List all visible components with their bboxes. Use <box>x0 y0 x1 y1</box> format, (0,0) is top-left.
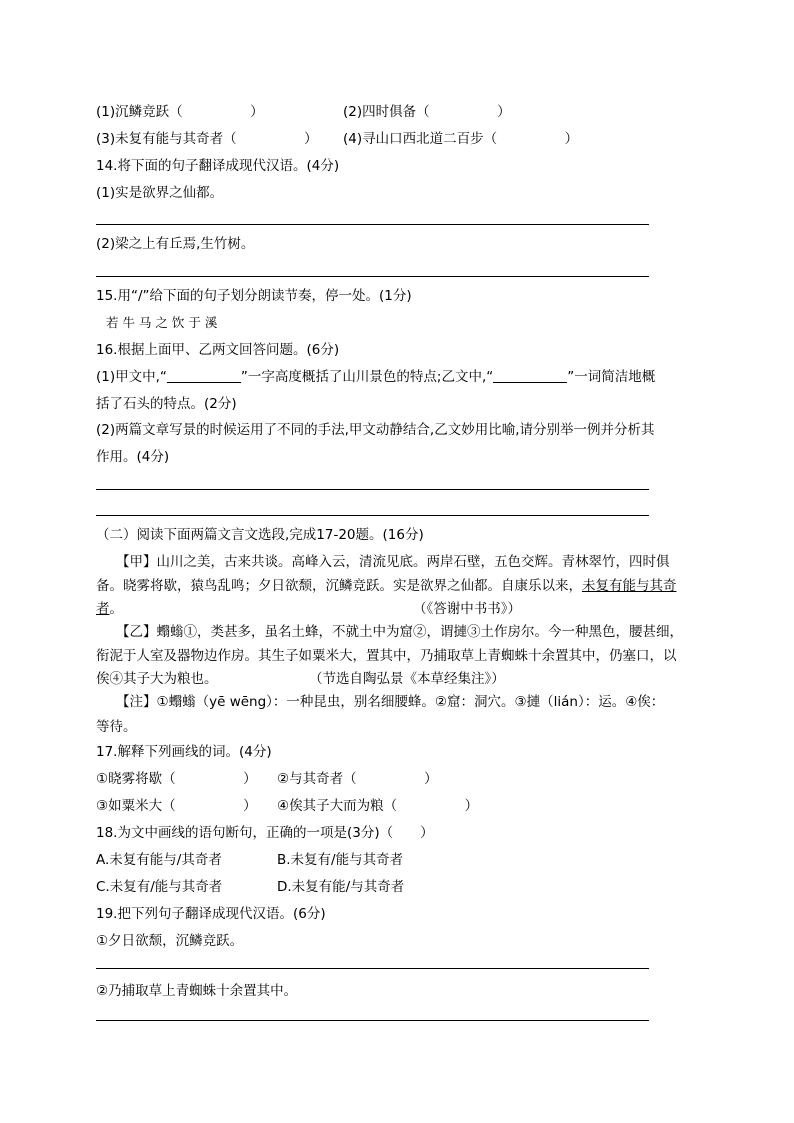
q13-item-3: (3)未复有能与其奇者（ ） <box>96 131 318 147</box>
q18-option-c[interactable]: C.未复有/能与其奇者 <box>96 879 223 895</box>
q14-sentence-1: (1)实是欲界之仙都。 <box>96 185 224 201</box>
section2-title: （二）阅读下面两篇文言文选段,完成17-20题。(16分) <box>96 527 424 543</box>
answer-line <box>96 968 649 969</box>
q18-title: 18.为文中画线的语句断句，正确的一项是(3分)（ ） <box>96 825 434 841</box>
q16-part2-cont: 作用。(4分) <box>96 449 170 465</box>
q17-item-3: ③如粟米大（ ） <box>96 798 257 814</box>
q19-sentence-2: ②乃捕取草上青蜘蛛十余置其中。 <box>96 983 298 999</box>
q15-title: 15.用“/”给下面的句子划分朗读节奏，停一处。(1分) <box>96 288 412 304</box>
passage-jia-text: 备。晓雾将歇，猿鸟乱鸣；夕日欲颓，沉鳞竞跃。实是欲界之仙都。自康乐以来， <box>96 578 582 594</box>
q19-sentence-1: ①夕日欲颓，沉鳞竞跃。 <box>96 933 244 949</box>
q16-part1-text-c: ”一词简洁地概 <box>567 369 656 385</box>
passage-yi-line-1: 【乙】蠮螉①，类甚多，虽名土蜂，不就土中为窟②，谓摙③土作房尔。今一种黑色，腰甚细， <box>116 624 683 640</box>
passage-jia-line-2 <box>96 577 677 595</box>
q17-item-1: ①晓雾将歇（ ） <box>96 771 257 787</box>
q16-part1-cont: 括了石头的特点。(2分) <box>96 396 237 412</box>
q16-part1-text-b: ”一字高度概括了山川景色的特点;乙文中,“ <box>240 369 494 385</box>
underlined-phrase-end: 者 <box>96 601 110 617</box>
fill-blank-1[interactable] <box>167 370 241 383</box>
notes-line-1: 【注】①蠮螉（yē wēng）：一种昆虫，别名细腰蜂。②窟：洞穴。③摙（lián）：运。④俟： <box>116 694 665 710</box>
q14-title: 14.将下面的句子翻译成现代汉语。(4分) <box>96 158 340 174</box>
passage-yi-line-3: 俟④其子大为粮也。 <box>96 671 218 687</box>
answer-line <box>96 1020 649 1021</box>
passage-jia-source: （《答谢中书书》） <box>413 601 521 617</box>
q18-option-b[interactable]: B.未复有/能与其奇者 <box>277 852 404 868</box>
q18-option-a[interactable]: A.未复有能与/其奇者 <box>96 852 222 868</box>
q19-title: 19.把下列句子翻译成现代汉语。(6分) <box>96 906 326 922</box>
notes-line-2: 等待。 <box>96 719 137 735</box>
q18-option-d[interactable]: D.未复有能/与其奇者 <box>277 879 405 895</box>
passage-jia-line-1: 【甲】山川之美，古来共谈。高峰入云，清流见底。两岸石壁，五色交辉。青林翠竹，四时俱 <box>116 554 670 570</box>
q16-part1-text-a: (1)甲文中,“ <box>96 369 167 385</box>
passage-jia-line-3 <box>96 600 123 618</box>
q13-item-4: (4)寻山口西北道二百步（ ） <box>343 131 579 147</box>
answer-line <box>96 515 649 516</box>
q16-part2: (2)两篇文章写景的时候运用了不同的手法,甲文动静结合,乙文妙用比喻,请分别举一例并分析其 <box>96 422 655 438</box>
q14-sentence-2: (2)梁之上有丘焉,生竹树。 <box>96 236 255 252</box>
passage-yi-source: （节选自陶弘景《本草经集注》） <box>309 671 505 687</box>
answer-line <box>96 224 649 225</box>
q15-sentence: 若 牛 马 之 饮 于 溪 <box>106 315 218 330</box>
q17-title: 17.解释下列画线的词。(4分) <box>96 744 272 760</box>
q16-title: 16.根据上面甲、乙两文回答问题。(6分) <box>96 342 340 358</box>
fill-blank-2[interactable] <box>493 370 567 383</box>
passage-jia-period: 。 <box>109 601 123 617</box>
answer-line <box>96 276 649 277</box>
q17-item-4: ④俟其子大而为粮（ ） <box>277 798 479 814</box>
underlined-phrase: 未复有能与其奇 <box>582 578 677 594</box>
q13-item-1: (1)沉鳞竞跃（ ） <box>96 104 264 120</box>
q17-item-2: ②与其奇者（ ） <box>277 771 438 787</box>
q16-part1 <box>96 368 655 386</box>
answer-line <box>96 489 649 490</box>
passage-yi-line-2: 衔泥于人室及器物边作房。其生子如粟米大，置其中，乃捕取草上青蜘蛛十余置其中，仍塞口，以 <box>96 648 677 664</box>
q13-item-2: (2)四时俱备（ ） <box>343 104 511 120</box>
